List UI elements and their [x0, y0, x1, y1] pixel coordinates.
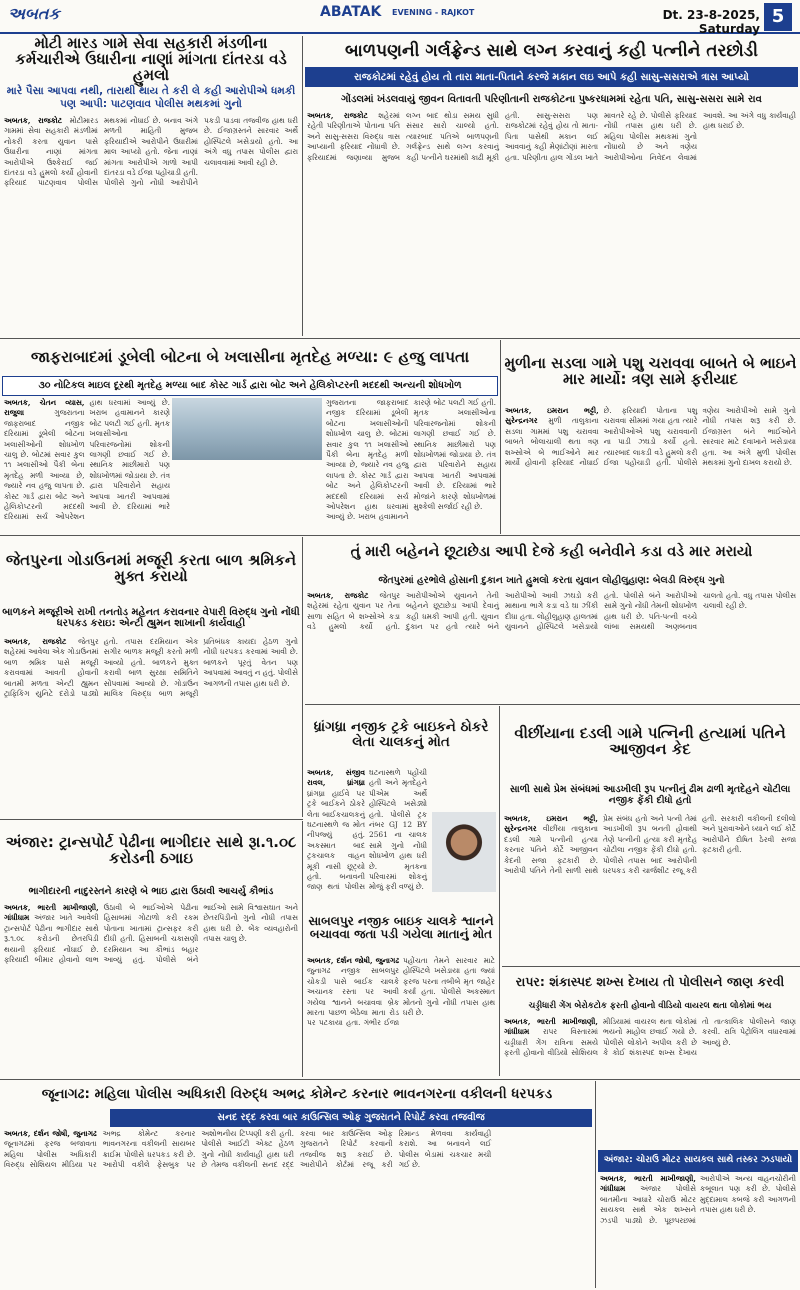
deck-a3: ૩૦ નોટિકલ માઇલ દૂરથી મૃતદેહ મળ્યા બાદ કોસ્ટ ગાર્ડ દ્વારા બોટ અને હેલિકોપ્ટરની મદદથી અન્યની શોધખોળ: [2, 376, 498, 396]
text-a13: જૂનાગઢમાં ફરજ બજાવતા મહિલા પોલીસ અધિકારી વિરુદ્ધ સોશિયલ મીડિયા પર અભદ્ર કોમેન્ટ કરનાર ભાવનગરના વકીલની સાયબર ક્રાઈમ પોલીસે ધરપકડ કરી છે. આરોપી વકીલે ફેસબુક પર અશોભનીય ટિપ્પણી કરી હતી. પોલીસે આઈટી એક્ટ હેઠળ ગુનો નોંધી કાર્યવાહી હાથ ધરી છે તેમજ વકીલની સનદ રદ્દ કરવા બાર કાઉન્સિલ ઓફ ગુજરાતને રિપોર્ટ કરવાની તજવીજ શરૂ કરાઈ છે. આરોપીને કોર્ટમાં રજૂ કરી રિમાન્ડ મેળવવા કાર્યવાહી કરાશે. આ બનાવને લઈ પોલીસ બેડામાં ચકચાર મચી ગઈ છે.: [4, 1129, 492, 1170]
text-a1: મોટીમારડ ગામમાં સેવા સહકારી મંડળીમાં નોકરી કરતા યુવાન પાસે ઉધારીના નાણાં માંગતા આરોપીએ ઉશ્કેરાઈ જઈ દાંતરડા વડે હુમલો કર્યો હોવાની ફરિયાદ પાટણવાવ પોલીસ મથકમાં નોંધાઈ છે. બનાવ અંગે મળતી માહિતી મુજબ ફરિયાદીએ આરોપીને ઉધારીમાં માલ આપ્યો હતો. જેના નાણાં માંગતા આરોપીએ ગાળો આપી દાંતરડા વડે ઈજા પહોંચાડી હતી. પોલીસે ગુનો નોંધી આરોપીને પકડી પાડવા તજવીજ હાથ ધરી છે. ઈજાગ્રસ્તને સારવાર અર્થે હોસ્પિટલે ખસેડાયો હતો. આ અંગે વધુ તપાસ પોલીસ દ્વારા ચલાવવામાં આવી રહી છે.: [4, 116, 298, 188]
headline-a3: જાફરાબાદમાં ડૂબેલી બોટના બે ખલાસીના મૃતદેહ મળ્યા: ૯ હજુ લાપતા: [30, 347, 470, 366]
dateline-a2: અબતક, રાજકોટ: [307, 111, 379, 120]
edition-label: EVENING - RAJKOT: [392, 8, 475, 17]
body-a6: [307, 591, 796, 701]
text-a3: ગુજરાતના જાફરાબાદ નજીક દરિયામાં ડૂબેલી બોટના ખલાસીઓની શોધખોળ ચાલુ છે. બોટમાં સવાર કુલ ૧૧ ખલાસીઓ પૈકી બેના મૃતદેહ મળી આવ્યા છે, જ્યારે નવ હજુ લાપતા છે. કોસ્ટ ગાર્ડ દ્વારા બોટ અને હેલિકોપ્ટરની મદદથી દરિયામાં સર્ચ ઓપરેશન હાથ ધરવામાં આવ્યું છે. ખરાબ હવામાનને કારણે બોટ પલટી ગઈ હતી. મૃતક ખલાસીઓના પરિવારજનોમાં શોકની લાગણી છવાઈ ગઈ છે. સ્થાનિક માછીમારો પણ શોધખોળમાં જોડાયા છે. તંત્ર દ્વારા પરિવારોને સહાય આપવા ખાતરી આપવામાં આવી છે. દરિયામાં ભારે: [4, 398, 170, 522]
body-a5: [4, 637, 298, 817]
body-a3-left: [4, 398, 170, 532]
intro-a2: ગોંડલમાં ખંડલવાયું જીવન વિતાવતી પરિણીતાની રાજકોટના પુષ્કરધામમાં રહેતા પતિ, સાસુ-સસરા સામે રાવ: [341, 93, 762, 105]
dateline-a12: અબતક, ભારતી માખીજાણી, ગાંધીધામ: [600, 1174, 696, 1194]
deck-a5: બાળકને મજૂરીએ રાખી તનતોડ મહેનત કરાવનાર વેપારી વિરુદ્ધ ગુનો નોંધી ધરપકડ કરાઇ: એન્ટી હ્યુમન શાખાની કાર્યવાહી: [2, 607, 300, 629]
body-a8: [504, 814, 796, 964]
headline-a1: મોટી મારડ ગામે સેવા સહકારી મંડળીના કર્મચારીએ ઉધારીના નાણાં માંગતા દાંતરડા વડે હુમલો: [15, 33, 287, 85]
body-a4: [505, 406, 796, 532]
deck-a1: મારે પૈસા આપવા નથી, તારાથી થાય તે કરી લે કહી આરોપીએ ધમકી પણ આપી: પાટણવાવ પોલીસ મથકમાં ગુનો: [6, 85, 296, 110]
dateline-a7: અબતક, સંજીવ રાવલ, ધ્રાંગધ્રા: [307, 768, 365, 788]
text-a2: શહેરમાં રહેતી પરિણીતાએ પોતાના પતિ અને સાસુ-સસરા વિરુદ્ધ ત્રાસ આપ્યાની ફરિયાદ નોંધાવી છે. ફરિયાદમાં જણાવ્યા મુજબ લગ્ન બાદ થોડા સમય સુધી સંસાર સારો ચાલ્યો હતો. ત્યારબાદ પતિએ બાળપણની ગર્લફ્રેન્ડ સાથે લગ્ન કરવાનું કહી પત્નીને ઘરમાંથી કાઢી મૂકી હતી. સાસુ-સસરા પણ રાજકોટમાં રહેવું હોય તો માતા-પિતા પાસેથી મકાન લઈ આવવાનું કહી મેણાંટોણાં મારતા હતા. પરિણીતા હાલ ગોંડલ ખાતે માવતરે રહે છે. પોલીસે ફરિયાદ નોંધી તપાસ હાથ ધરી છે. મહિલા પોલીસ મથકમાં ગુનો નોંધાયો છે અને ત્રણેય આરોપીઓના નિવેદન લેવામાં આવશે. આ અંગે વધુ કાર્યવાહી હાથ ધરાઈ છે.: [307, 111, 796, 162]
text-a9: અંજાર ખાતે આવેલી ટ્રાન્સપોર્ટ પેઢીના ભાગીદાર સાથે રૂ.૧.૦૮ કરોડની છેતરપિંડી થયાની ફરિયાદ નોંધાઈ છે. ફરિયાદી બીમાર હોવાનો લાભ ઉઠાવી બે ભાઈઓએ પેઢીના હિસાબમાં ગોટાળો કરી રકમ પોતાના ખાતામાં ટ્રાન્સફર કરી દીધી હતી. હિસાબની ચકાસણી દરમિયાન આ કૌભાંડ બહાર આવ્યું હતું. પોલીસે બંને ભાઈઓ સામે વિશ્વાસઘાત અને છેતરપિંડીનો ગુનો નોંધી તપાસ હાથ ધરી છે. બેંક વ્યવહારોની તપાસ ચાલુ છે.: [4, 903, 298, 965]
boat-photo: [172, 398, 322, 460]
dateline-a6: અબતક, રાજકોટ: [307, 591, 380, 600]
issue-date: Dt. 23-8-2025, Saturday: [662, 8, 760, 36]
text-a4: મુળી તાલુકાના સડલા ગામમાં પશુ ચરાવવા બાબતે બોલાચાલી થતા ત્રણ શખ્સોએ બે ભાઈઓને માર માર્યો હોવાની ફરિયાદ નોંધાઈ છે. ફરિયાદી પોતાના પશુ ચરાવવા સીમમાં ગયા હતા ત્યારે આરોપીઓએ પશુ ચરાવવાની ના પાડી ઝઘડો કર્યો હતો. ત્યારબાદ લાકડી વડે હુમલો કરી ઈજા પહોંચાડી હતી. પોલીસે ત્રણેય આરોપીઓ સામે ગુનો નોંધી તપાસ શરૂ કરી છે. ઈજાગ્રસ્ત બંને ભાઈઓને સારવાર માટે દવાખાને ખસેડાયા હતા. આ અંગે મુળી પોલીસ મથકમાં ગુનો દાખલ કરાયો છે.: [505, 406, 796, 468]
text-a10: જુનાગઢ નજીક સાબલપુર ચોકડી પાસે બાઈક ચાલકે અચાનક રસ્તા પર આવી ગયેલા શ્વાનને બચાવવા બ્રેક મારતા પાછળ બેઠેલા માતા રોડ પર પટકાયા હતા. ગંભીર ઈજા પહોંચતા તેમને સારવાર માટે હોસ્પિટલે ખસેડાયા હતા જ્યાં ફરજ પરના તબીબે મૃત જાહેર કર્યા હતા. પોલીસે અકસ્માત મોતનો ગુનો નોંધી તપાસ હાથ ધરી છે.: [307, 956, 495, 1028]
dateline-a11: અબતક, ભારતી માખીજાણી, ગાંધીધામ: [504, 1017, 598, 1037]
body-a9: [4, 903, 298, 1075]
dateline-a4: અબતક, ઇમરાન ભટ્ટી, સુરેન્દ્રનગર: [505, 406, 599, 426]
text-a12: અંજાર પોલીસે બાતમીના આધારે ચોરાઉ મોટર સાયકલ સાથે એક શખ્સને ઝડપી પાડ્યો છે. પૂછપરછમાં આરોપીએ અન્ય વાહનચોરીની કબૂલાત પણ કરી છે. પોલીસે મુદ્દામાલ કબજે કરી આગળની તપાસ હાથ ધરી છે.: [600, 1174, 796, 1225]
dateline-a13: અબતક, દર્શન જોષી, જુનાગઢ: [4, 1129, 97, 1138]
text-a6: જેતપુર શહેરમાં રહેતા યુવાન પર તેના સાળા સહિત બે શખ્સોએ કડા વડે હુમલો કર્યો હતો. આરોપીઓએ યુવાનને તેની બહેનને છૂટાછેડા આપી દેવાનું કહી ધમકી આપી હતી. યુવાન દુકાન પર હતો ત્યારે બંને આરોપીઓ આવી ઝઘડો કરી માથાના ભાગે કડા વડે ઘા ઝીંકી દીધા હતા. લોહીલુહાણ હાલતમાં યુવાનને હોસ્પિટલે ખસેડાયો હતો. પોલીસે બંને આરોપીઓ સામે ગુનો નોંધી તેમની શોધખોળ હાથ ધરી છે. પતિ-પત્ની વચ્ચે લાંબા સમયથી અણબનાવ ચાલતો હતો. વધુ તપાસ પોલીસ ચલાવી રહી છે.: [307, 591, 796, 632]
headline-a5: જેતપુરના ગોડાઉનમાં મજૂરી કરતા બાળ શ્રમિકને મુક્ત કરાયો: [5, 550, 297, 585]
dateline-a1: અબતક, રાજકોટ: [4, 116, 70, 125]
dateline-a10: અબતક, દર્શન જોષી, જુનાગઢ: [307, 956, 399, 965]
page-header: [0, 0, 800, 34]
deck-a6: જેતપુરમાં હરભોલે હોસાની દુકાન ખાતે હુમલો કરતા યુવાન લોહીલુહાણ: બેલડી વિરુદ્ધ ગુનો: [378, 574, 725, 586]
body-a13: [4, 1129, 590, 1287]
deck-a13: સનદ રદ્દ કરવા બાર કાઉન્સિલ ઓફ ગુજરાતને રિપોર્ટ કરવા તજવીજ: [110, 1109, 592, 1127]
text-a3-cont: ગુજરાતના જાફરાબાદ નજીક દરિયામાં ડૂબેલી બોટના ખલાસીઓની શોધખોળ ચાલુ છે. બોટમાં સવાર કુલ ૧૧ ખલાસીઓ પૈકી બેના મૃતદેહ મળી આવ્યા છે, જ્યારે નવ હજુ લાપતા છે. કોસ્ટ ગાર્ડ દ્વારા બોટ અને હેલિકોપ્ટરની મદદથી દરિયામાં સર્ચ ઓપરેશન હાથ ધરવામાં આવ્યું છે. ખરાબ હવામાનને કારણે બોટ પલટી ગઈ હતી. મૃતક ખલાસીઓના પરિવારજનોમાં શોકની લાગણી છવાઈ ગઈ છે. સ્થાનિક માછીમારો પણ શોધખોળમાં જોડાયા છે. તંત્ર દ્વારા પરિવારોને સહાય આપવા ખાતરી આપવામાં આવી છે. દરિયામાં ભારે મોજાંને કારણે શોધખોળમાં મુશ્કેલી સર્જાઈ રહી છે.: [326, 398, 496, 522]
headline-a13: જૂનાગઢ: મહિલા પોલીસ અધિકારી વિરુદ્ધ અભદ્ર કોમેન્ટ કરનાર ભાવનગરના વકીલની ધરપકડ: [41, 1085, 553, 1102]
headline-a12: અંજાર: ચોરાઉ મોટર સાયકલ સાથે તસ્કર ઝડપાયો: [598, 1150, 798, 1172]
headline-a2: બાળપણની ગર્લફ્રેન્ડ સાથે લગ્ન કરવાનું કહી પત્નીને તરછોડી: [345, 40, 758, 61]
deck-a8: સાળી સાથે પ્રેમ સંબંધમાં આડખીલી રૂપ પત્નીનું ઢીમ ઢાળી મૃતદેહને ચોટીલા નજીક ફેંકી દીધો હતો: [509, 784, 791, 806]
dateline-a9: અબતક, ભારતી માખીજાણી, ગાંધીધામ: [4, 903, 99, 923]
headline-a6: તું મારી બહેનને છૂટાછેડા આપી દેજે કહી બનેવીને કડા વડે માર મરાયો: [350, 544, 753, 561]
headline-a7: ધ્રાંગધ્રા નજીક ટ્રકે બાઇકને ઠોકરે લેતા ચાલકનું મોત: [313, 719, 489, 750]
deck-a11: ચડ્ડીધારી ગેંગ બેરોકટોક ફરતી હોવાનો વીડિયો વાયરલ થતા લોકોમાં ભય: [528, 1001, 772, 1011]
text-a8: વીછીંયા તાલુકાના દડલી ગામે પત્નીની હત્યા કરનાર પતિને કોર્ટે આજીવન કેદની સજા ફટકારી છે. આરોપી પતિને તેની સાળી સાથે પ્રેમ સંબંધ હતો અને પત્ની તેમાં આડખીલી રૂપ બનતી હોવાથી તેણે પત્નીની હત્યા કરી મૃતદેહ ચોટીલા નજીક ફેંકી દીધો હતો. પોલીસે તપાસ બાદ આરોપીની ધરપકડ કરી ચાર્જશીટ રજૂ કરી હતી. સરકારી વકીલની દલીલો અને પુરાવાઓને ધ્યાને લઈ કોર્ટે આરોપીને દોષિત ઠેરવી સજા ફટકારી હતી.: [504, 814, 796, 876]
deck-a9: ભાગીદારની નાદુરસ્તને કારણે બે ભાઇ દ્વારા ઉઠાવી આચર્યુ કૌભાંડ: [28, 885, 274, 897]
body-a12: [600, 1174, 796, 1287]
body-a7: [307, 768, 427, 898]
text-a5: જેતપુર શહેરમાં આવેલા એક ગોડાઉનમાં બાળ શ્રમિક પાસે મજૂરી કરાવવામાં આવતી હોવાની બાતમી મળતા એન્ટી હ્યુમન ટ્રાફિકિંગ યુનિટે દરોડો પાડ્યો હતો. તપાસ દરમિયાન એક સગીર બાળક મજૂરી કરતો મળી આવ્યો હતો. બાળકને મુક્ત કરાવી બાળ સુરક્ષા સમિતિને સોંપવામાં આવ્યો છે. ગોડાઉન માલિક વિરુદ્ધ બાળ મજૂરી પ્રતિબંધક કાયદા હેઠળ ગુનો નોંધી ધરપકડ કરવામાં આવી છે. બાળકને પૂરતું વેતન પણ આપવામાં આવતું ન હતું. પોલીસે આગળની તપાસ હાથ ધરી છે.: [4, 637, 298, 699]
portrait-photo: [432, 812, 496, 892]
page-number: 5: [764, 3, 792, 31]
text-a11: રાપર વિસ્તારમાં ચડ્ડીધારી ગેંગ રાત્રિના સમયે ફરતી હોવાનો વીડિયો સોશિયલ મીડિયામાં વાયરલ થતા લોકોમાં ભયનો માહોલ છવાઈ ગયો છે. પોલીસે લોકોને અપીલ કરી છે કે કોઈ શંકાસ્પદ શખ્સ દેખાય તો તાત્કાલિક પોલીસને જાણ કરવી. રાત્રિ પેટ્રોલિંગ વધારવામાં આવ્યું છે.: [504, 1017, 796, 1058]
dateline-a8: અબતક, ઇમરાન ભટ્ટી, સુરેન્દ્રનગર: [504, 814, 598, 834]
body-a10: [307, 956, 495, 1076]
body-a11: [504, 1017, 796, 1077]
text-a7: ધ્રાંગધ્રા હાઈવે પર ટ્રકે બાઈકને ઠોકરે લેતા બાઈકચાલકનું ઘટનાસ્થળે જ મોત નીપજ્યું હતું. અકસ્માત બાદ ટ્રકચાલક વાહન મૂકી નાસી છૂટ્યો હતો. બનાવની જાણ થતાં પોલીસ ઘટનાસ્થળે પહોંચી હતી અને મૃતદેહને પીએમ અર્થે હોસ્પિટલે ખસેડ્યો હતો. પોલીસે ટ્રક નંબર GJ 12 BY 2561 ના ચાલક સામે ગુનો નોંધી શોધખોળ હાથ ધરી છે. મૃતકના પરિવારમાં શોકનું મોજું ફરી વળ્યું છે.: [307, 768, 427, 892]
deck-a2: રાજકોટમાં રહેવું હોય તો તારા માતા-પિતાને કરજે મકાન લઇ આપે કહી સાસુ-સસરાએ ત્રાસ આપ્યો: [305, 67, 798, 87]
masthead: ABATAK: [320, 4, 382, 20]
dateline-a5: અબતક, રાજકોટ: [4, 637, 79, 646]
logo: અબતક: [8, 4, 60, 23]
dateline-a3: અબતક, ચેતન વ્યાસ, રાજુલા: [4, 398, 85, 418]
body-a1: [4, 116, 298, 336]
body-a3-right: [326, 398, 496, 532]
headline-a11: રાપર: શંકાસ્પદ શખ્સ દેખાય તો પોલીસને જાણ કરવી: [515, 974, 785, 990]
headline-a10: સાબલપુર નજીક બાઇક ચાલકે શ્વાનને બચાવવા જતા પડી ગયેલા માતાનું મોત: [308, 914, 494, 941]
body-a2: [307, 111, 796, 335]
headline-a8: વીછીંયાના દડલી ગામે પત્નિની હત્યામાં પતિને આજીવન કેદ: [514, 723, 786, 758]
headline-a9: અંજાર: ટ્રાન્સપોર્ટ પેઢીના ભાગીદાર સાથે રૂા.૧.૦૮ કરોડની ઠગાઇ: [5, 832, 297, 867]
headline-a4: મુળીના સડલા ગામે પશુ ચરાવવા બાબતે બે ભાઇને માર માર્યો: ત્રણ સામે ફરીયાદ: [504, 353, 797, 388]
